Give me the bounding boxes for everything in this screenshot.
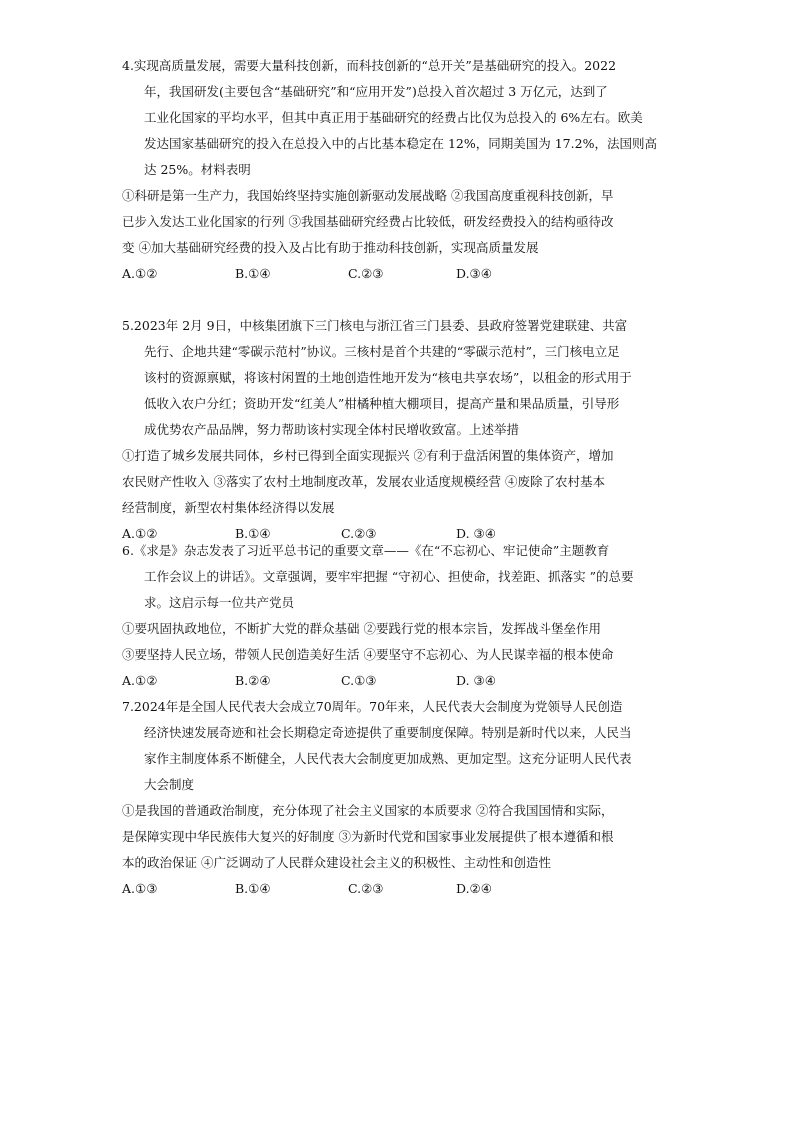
statement-line: ①打造了城乡发展共同体，乡村已得到全面实现振兴 ②有利于盘活闲置的集体资产，增加 bbox=[122, 448, 614, 463]
option-b[interactable]: B.②④ bbox=[235, 673, 271, 688]
question-stem-line: 经济快速发展奇迹和社会长期稳定奇迹提供了重要制度保障。特别是新时代以来，人民当 bbox=[144, 725, 632, 740]
question-stem-line: 7.2024年是全国人民代表大会成立70周年。70年来，人民代表大会制度为党领导人民创造 bbox=[122, 699, 623, 714]
question-5 bbox=[122, 313, 682, 547]
question-stem-line: 大会制度 bbox=[144, 777, 195, 792]
option-d[interactable]: D.②④ bbox=[456, 881, 492, 896]
statement-line: ③要坚持人民立场，带领人民创造美好生活 ④要坚守不忘初心、为人民谋幸福的根本使命 bbox=[122, 647, 614, 662]
option-b[interactable]: B.①④ bbox=[235, 266, 271, 281]
question-stem-line: 成优势农产品品牌，努力帮助该村实现全体村民增收致富。上述举措 bbox=[144, 422, 520, 437]
question-stem-line: 工作会议上的讲话》。文章强调，要牢牢把握 “守初心、担使命，找差距、抓落实 ”的总要 bbox=[144, 569, 634, 584]
question-stem-line: 4.实现高质量发展，需要大量科技创新，而科技创新的“总开关”是基础研究的投入。2022 bbox=[122, 58, 617, 73]
question-7 bbox=[122, 694, 682, 902]
statement-line: 本的政治保证 ④广泛调动了人民群众建设社会主义的积极性、主动性和创造性 bbox=[122, 855, 551, 870]
question-stem-line: 家作主制度体系不断健全，人民代表大会制度更加成熟、更加定型。这充分证明人民代表 bbox=[144, 751, 632, 766]
option-d[interactable]: D. ③④ bbox=[456, 673, 496, 688]
question-stem-line: 低收入农户分红；资助开发“红美人”柑橘种植大棚项目，提高产量和果品质量，引导形 bbox=[144, 396, 620, 411]
option-a[interactable]: A.①② bbox=[122, 266, 158, 281]
answer-options bbox=[122, 261, 682, 287]
question-stem-line: 工业化国家的平均水平，但其中真正用于基础研究的经费占比仅为总投入的 6%左右。欧美 bbox=[144, 110, 643, 125]
question-stem-line: 发达国家基础研究的投入在总投入中的占比基本稳定在 12%，同期美国为 17.2%，法国则高 bbox=[144, 136, 657, 151]
question-4 bbox=[122, 53, 682, 287]
answer-options bbox=[122, 668, 682, 694]
question-stem-line: 5.2023年 2月 9日，中核集团旗下三门核电与浙江省三门县委、县政府签署党建联建、共富 bbox=[122, 318, 628, 333]
option-d[interactable]: D. ③④ bbox=[456, 526, 496, 541]
option-c[interactable]: C.②③ bbox=[348, 266, 384, 281]
question-stem-line: 该村的资源禀赋，将该村闲置的土地创造性地开发为“核电共享农场”，以租金的形式用于 bbox=[144, 370, 632, 385]
question-stem-line: 6.《求是》杂志发表了习近平总书记的重要文章——《在“不忘初心、牢记使命”主题教育 bbox=[122, 543, 610, 558]
statement-line: 农民财产性收入 ③落实了农村土地制度改革，发展农业适度规模经营 ④废除了农村基本 bbox=[122, 474, 605, 489]
question-6 bbox=[122, 538, 682, 694]
option-a[interactable]: A.①② bbox=[122, 673, 158, 688]
question-stem-line: 先行、企地共建“零碳示范村”协议。三核村是首个共建的“零碳示范村”，三门核电立足 bbox=[144, 344, 620, 359]
statement-line: ①要巩固执政地位，不断扩大党的群众基础 ②要践行党的根本宗旨，发挥战斗堡垒作用 bbox=[122, 621, 601, 636]
option-c[interactable]: C.①③ bbox=[341, 673, 377, 688]
option-b[interactable]: B.①④ bbox=[235, 526, 271, 541]
statement-line: 变 ④加大基础研究经费的投入及占比有助于推动科技创新，实现高质量发展 bbox=[122, 240, 539, 255]
statement-line: 经营制度，新型农村集体经济得以发展 bbox=[122, 500, 335, 515]
answer-options bbox=[122, 876, 682, 902]
option-c[interactable]: C.②③ bbox=[348, 881, 384, 896]
statement-line: 是保障实现中华民族伟大复兴的好制度 ③为新时代党和国家事业发展提供了根本遵循和根 bbox=[122, 829, 614, 844]
question-stem-line: 达 25%。材料表明 bbox=[144, 162, 251, 177]
option-a[interactable]: A.①③ bbox=[122, 881, 158, 896]
option-a[interactable]: A.①② bbox=[122, 526, 158, 541]
question-stem-line: 求。这启示每一位共产党员 bbox=[144, 595, 295, 610]
question-stem-line: 年，我国研发(主要包含“基础研究”和“应用开发”)总投入首次超过 3 万亿元，达到了 bbox=[144, 84, 608, 99]
statement-line: ①科研是第一生产力，我国始终坚持实施创新驱动发展战略 ②我国高度重视科技创新，早 bbox=[122, 188, 614, 203]
statement-line: 已步入发达工业化国家的行列 ③我国基础研究经费占比较低，研发经费投入的结构亟待改 bbox=[122, 214, 614, 229]
option-d[interactable]: D.③④ bbox=[456, 266, 492, 281]
option-b[interactable]: B.①④ bbox=[235, 881, 271, 896]
option-c[interactable]: C.②③ bbox=[341, 526, 377, 541]
statement-line: ①是我国的普通政治制度，充分体现了社会主义国家的本质要求 ②符合我国国情和实际， bbox=[122, 803, 614, 818]
